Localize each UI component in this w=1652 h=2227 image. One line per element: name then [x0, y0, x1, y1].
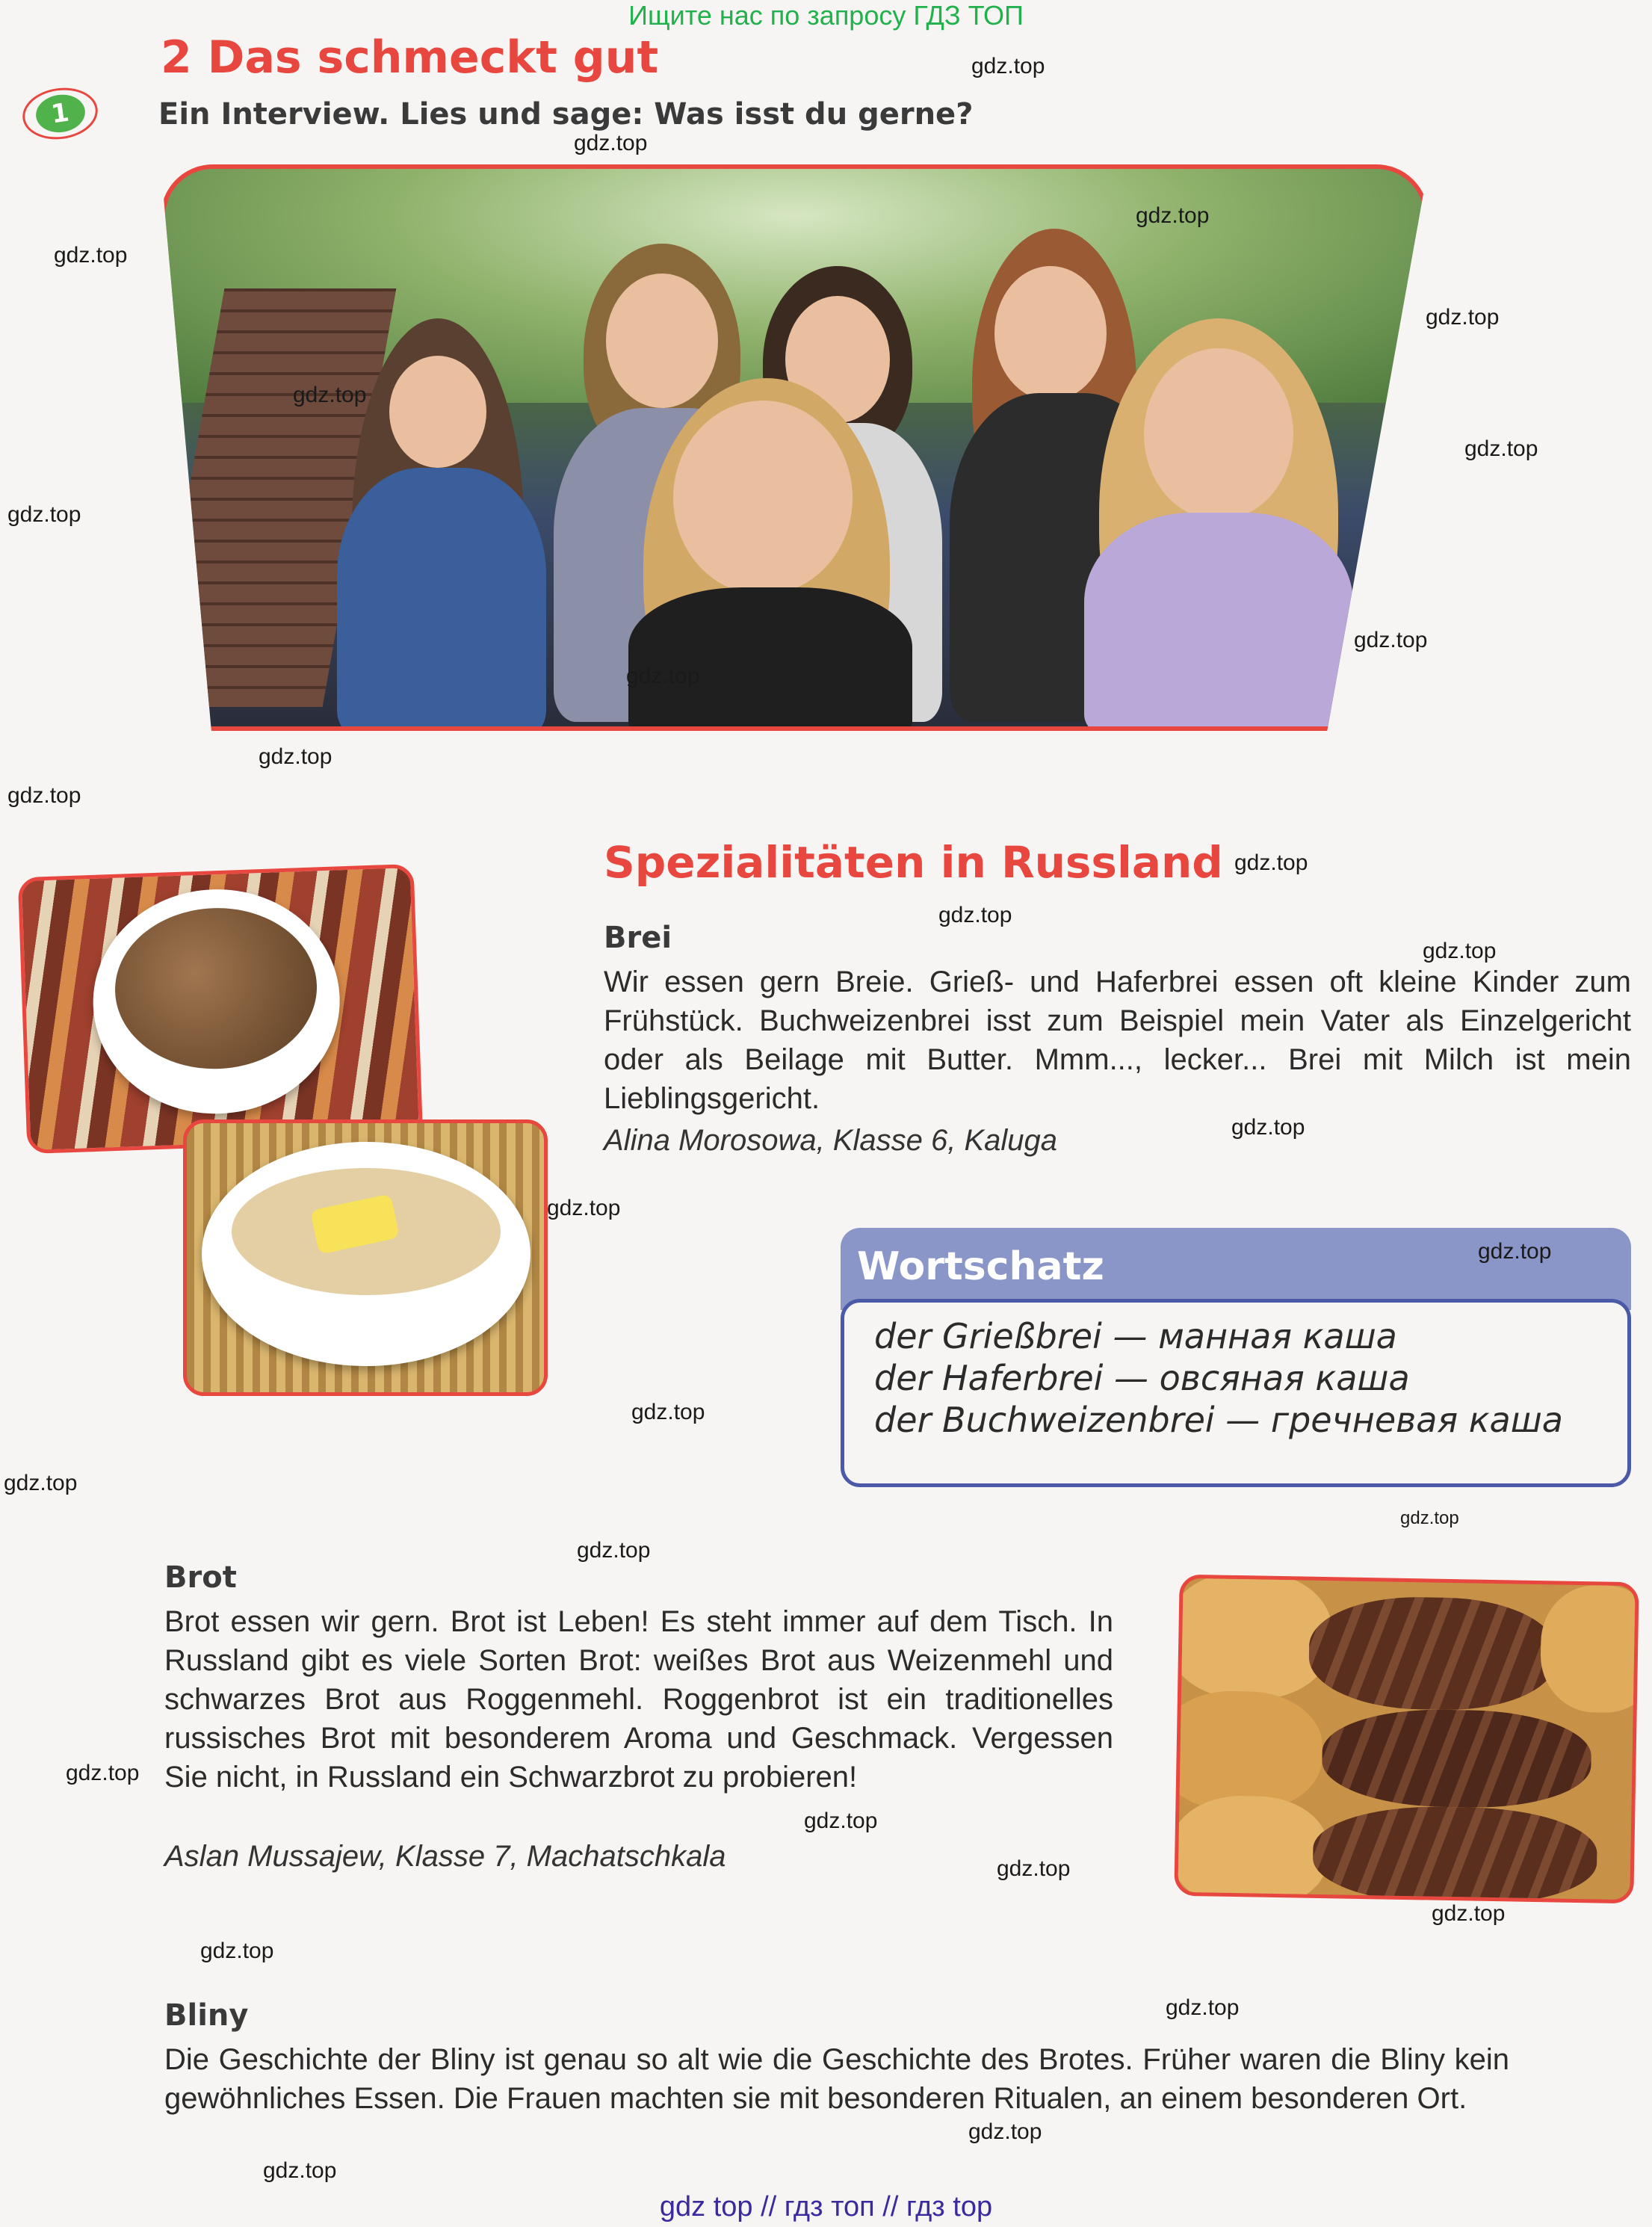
bread-bun [1174, 1795, 1328, 1904]
person-1-face [389, 356, 486, 468]
watermark: gdz.top [1234, 850, 1308, 875]
person-4-face [994, 266, 1107, 401]
brei-author: Alina Morosowa, Klasse 6, Kaluga [604, 1124, 1057, 1157]
wortschatz-list [841, 1299, 1631, 1487]
wortschatz-box [841, 1228, 1631, 1486]
rye-loaf [1321, 1708, 1591, 1809]
bread-bun [1540, 1584, 1639, 1714]
watermark: gdz.top [577, 1538, 651, 1563]
watermark: gdz.top [1464, 436, 1538, 461]
person-5-face [673, 401, 853, 595]
watermark: gdz.top [1231, 1115, 1305, 1140]
exercise-number-badge [19, 83, 101, 143]
bread-image [1174, 1575, 1639, 1904]
watermark: gdz.top [263, 2158, 337, 2183]
bliny-text: Die Geschichte der Bliny ist genau so alt wie die Geschichte des Brotes. Früher waren die Bliny kein gewöhnliches Essen. Die Frauen machten sie mit besonderen Ritualen, an einem besonderen Ort. [164, 2043, 1509, 2115]
watermark: gdz.top [54, 243, 128, 268]
watermark: gdz.top [1423, 939, 1497, 963]
bread-bun [1174, 1690, 1323, 1812]
watermark: gdz.top [66, 1761, 140, 1785]
bliny-title: Bliny [164, 1998, 249, 2033]
watermark: gdz.top [1432, 1901, 1506, 1926]
watermark: gdz.top [7, 783, 81, 808]
watermark: gdz.top [1136, 203, 1210, 228]
exercise-number: 1 [33, 92, 87, 136]
watermark: gdz.top [293, 383, 367, 407]
brei-title: Brei [604, 921, 672, 955]
watermark: gdz.top [1166, 1995, 1240, 2020]
watermark: gdz.top [574, 131, 648, 155]
top-banner: Ищите нас по запросу ГДЗ ТОП [628, 0, 1024, 31]
rye-loaf [1308, 1596, 1557, 1712]
person-6-face [1144, 348, 1293, 520]
section-title: Spezialitäten in Russland [604, 837, 1223, 888]
watermark: gdz.top [938, 903, 1012, 927]
watermark: gdz.top [997, 1856, 1071, 1881]
watermark: gdz.top [4, 1471, 78, 1495]
watermark: gdz.top [1400, 1508, 1459, 1528]
bread-bun [1174, 1575, 1333, 1701]
bottom-banner: gdz top // гдз топ // гдз top [659, 2191, 993, 2223]
chapter-title: 2 Das schmeckt gut [161, 31, 659, 84]
rye-loaf [1312, 1805, 1597, 1903]
watermark: gdz.top [547, 1196, 621, 1220]
buckwheat-bowl [90, 886, 344, 1118]
watermark: gdz.top [259, 744, 332, 769]
person-6-clothes [1084, 513, 1353, 731]
brot-text: Brot essen wir gern. Brot ist Leben! Es steht immer auf dem Tisch. In Russland gibt es viele Sorten Brot: weißes Brot aus Weizenmehl und schwarzes Brot aus Roggenmehl. Roggenbrot ist ein traditionelles russisches Brot mit besonderem Aroma und Geschmack. Vergessen Sie nicht, in Russland ein Schwarzbrot zu probieren! [164, 1605, 1113, 1794]
watermark: gdz.top [1478, 1239, 1552, 1264]
person-2-face [606, 274, 718, 408]
oat-bowl [202, 1142, 530, 1366]
wortschatz-line: der Haferbrei — овсяная каша [874, 1358, 1410, 1398]
brei-text: Wir essen gern Breie. Grieß- und Haferbrei essen oft kleine Kinder zum Frühstück. Buchweizenbrei isst zum Beispiel mein Vater als Einzelgericht oder als Beilage mit Butter. Mmm..., lecker... Brei mit Milch ist mein Lieblingsgericht. [604, 966, 1631, 1115]
watermark: gdz.top [1354, 628, 1428, 652]
task-instruction: Ein Interview. Lies und sage: Was isst du gerne? [158, 97, 974, 132]
watermark: gdz.top [968, 2119, 1042, 2144]
brot-author: Aslan Mussajew, Klasse 7, Machatschkala [164, 1840, 726, 1873]
oat-porridge-image [183, 1119, 548, 1396]
buckwheat-grain [112, 905, 319, 1072]
wortschatz-line: der Buchweizenbrei — гречневая каша [874, 1400, 1563, 1440]
buckwheat-porridge-image [18, 864, 424, 1154]
watermark: gdz.top [1426, 305, 1500, 330]
watermark: gdz.top [7, 502, 81, 527]
watermark: gdz.top [200, 1939, 274, 1963]
wortschatz-line: der Grießbrei — манная каша [874, 1316, 1397, 1356]
brot-title: Brot [164, 1560, 237, 1595]
teenagers-photo [161, 164, 1429, 731]
person-1-clothes [337, 468, 546, 731]
watermark: gdz.top [626, 664, 700, 688]
wortschatz-title: Wortschatz [857, 1244, 1104, 1289]
person-5-clothes [628, 587, 912, 731]
watermark: gdz.top [631, 1400, 705, 1424]
watermark: gdz.top [971, 54, 1045, 78]
watermark: gdz.top [804, 1809, 878, 1833]
